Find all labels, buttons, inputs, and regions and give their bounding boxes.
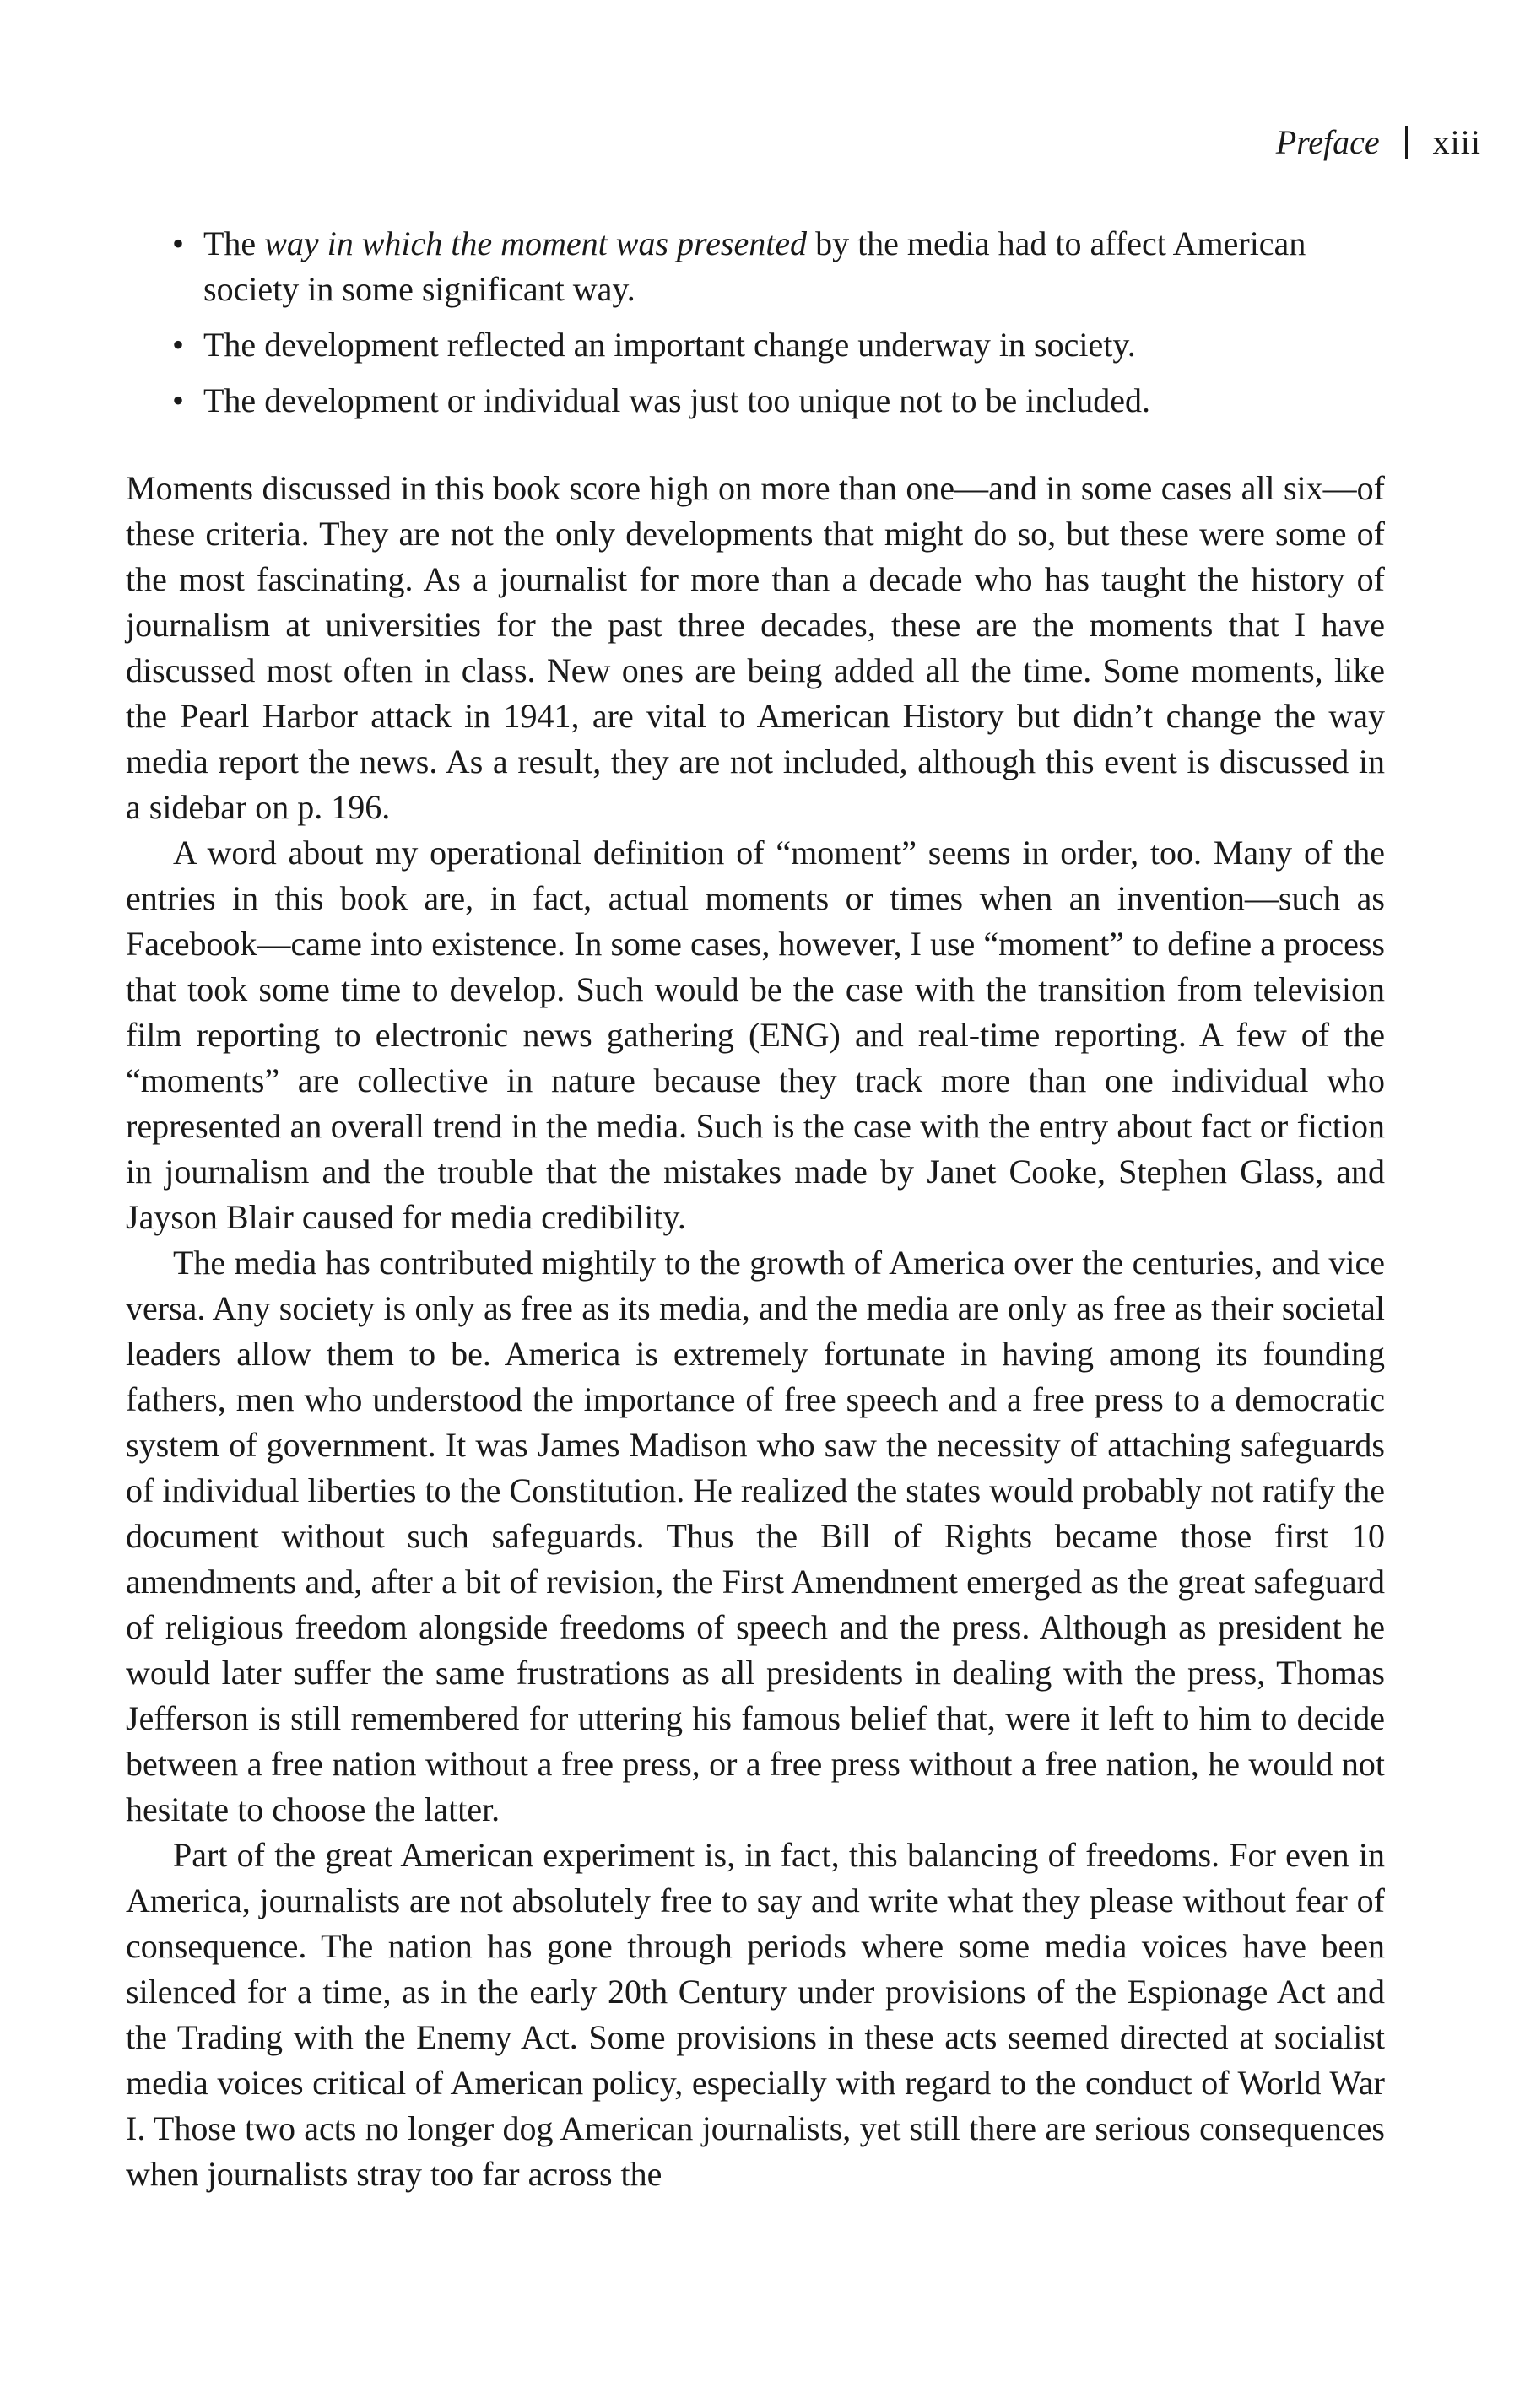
bullet-icon: • <box>172 224 185 262</box>
list-item-text-suffix: by the media had to affect American society in some significant way. <box>203 224 1306 308</box>
section-title: Preface <box>1275 123 1380 161</box>
body-text <box>126 466 1385 2197</box>
list-item <box>126 378 1385 424</box>
running-head <box>1276 121 1481 165</box>
list-item <box>126 221 1385 312</box>
list-item-text: The development reflected an important change underway in society. <box>203 326 1136 364</box>
list-item <box>126 322 1385 368</box>
header-divider <box>1405 126 1408 159</box>
paragraph: The media has contributed mightily to the growth of America over the centuries, and vice versa. Any society is only as free as its media, and the media are only as free as their societal leaders allow them to be. America is extremely fortunate in having among its founding fathers, men who understood the importance of free speech and a free press to a democratic system of government. It was James Madison who saw the necessity of attaching safeguards of individual liberties to the Constitution. He realized the states would probably not ratify the document without such safeguards. Thus the Bill of Rights became those first 10 amendments and, after a bit of revision, the First Amendment emerged as the great safeguard of religious freedom alongside freedoms of speech and the press. Although as president he would later suffer the same frustrations as all presidents in dealing with the press, Thomas Jefferson is still remembered for uttering his famous belief that, were it left to him to decide between a free nation without a free press, or a free press without a free nation, he would not hesitate to choose the latter. <box>126 1244 1385 1828</box>
paragraph: Part of the great American experiment is, in fact, this balancing of freedoms. For even in America, journalists are not absolutely free to say and write what they please without fear of consequence. The nation has gone through periods where some media voices have been silenced for a time, as in the early 20th Century under provisions of the Espionage Act and the Trading with the Enemy Act. Some provisions in these acts seemed directed at socialist media voices critical of American policy, especially with regard to the conduct of World War I. Those two acts no longer dog American journalists, yet still there are serious consequences when journalists stray too far across the <box>126 1836 1385 2193</box>
paragraph: A word about my operational definition of “moment” seems in order, too. Many of the entries in this book are, in fact, actual moments or times when an invention—such as Facebook—came into existence. In some cases, however, I use “moment” to define a process that took some time to develop. Such would be the case with the transition from television film reporting to electronic news gathering (ENG) and real-time reporting. A few of the “moments” are collective in nature because they track more than one individual who represented an overall trend in the media. Such is the case with the entry about fact or fiction in journalism and the trouble that the mistakes made by Janet Cooke, Stephen Glass, and Jayson Blair caused for media credibility. <box>126 834 1385 1236</box>
list-item-text-prefix: The <box>203 224 265 262</box>
list-item-text-italic: way in which the moment was presented <box>264 224 808 262</box>
criteria-list <box>126 221 1385 424</box>
page-body <box>126 221 1385 2197</box>
paragraph: Moments discussed in this book score high on more than one—and in some cases all six—of these criteria. They are not the only developments that might do so, but these were some of the most fascinating. As a journalist for more than a decade who has taught the history of journalism at universities for the past three decades, these are the moments that I have discussed most often in class. New ones are being added all the time. Some moments, like the Pearl Harbor attack in 1941, are vital to American History but didn’t change the way media report the news. As a result, they are not included, although this event is discussed in a sidebar on p. 196. <box>126 469 1385 826</box>
list-item-text: The development or individual was just too unique not to be included. <box>203 381 1151 419</box>
bullet-icon: • <box>172 326 185 364</box>
bullet-icon: • <box>172 381 185 419</box>
page-number: xiii <box>1432 123 1481 161</box>
